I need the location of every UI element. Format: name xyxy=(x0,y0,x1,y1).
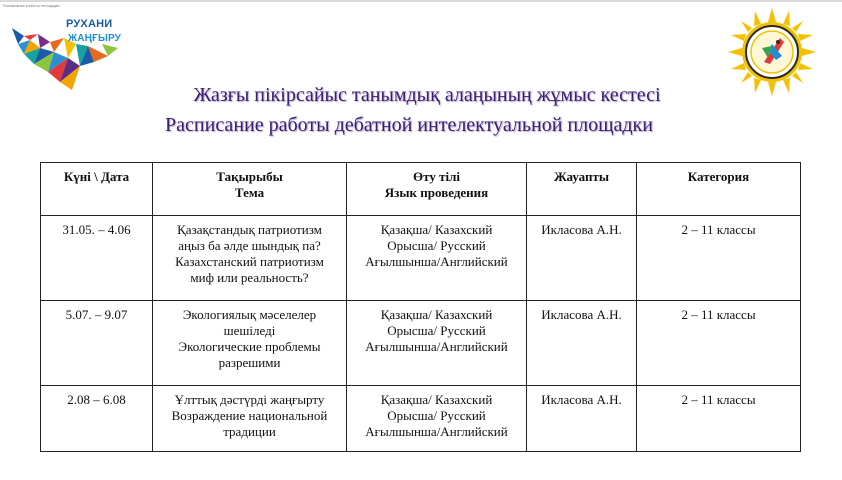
cell-language: Қазақша/ Казахский Орысша/ Русский Ағылшынша/Английский xyxy=(347,385,527,451)
header-date: Күні \ Дата xyxy=(41,163,153,216)
cell-language: Қазақша/ Казахский Орысша/ Русский Ағылшынша/Английский xyxy=(347,300,527,385)
cell-topic: Экологиялық мәселелер шешіледі Экологические проблемы разрешими xyxy=(153,300,347,385)
sun-emblem-logo xyxy=(728,8,816,96)
cell-category: 2 – 11 классы xyxy=(637,216,801,301)
cell-date: 31.05. – 4.06 xyxy=(41,216,153,301)
cell-date: 2.08 – 6.08 xyxy=(41,385,153,451)
brand-line-1: РУХАНИ xyxy=(66,18,113,30)
title-kazakh: Жазғы пікірсайыс танымдық алаңының жұмыс кестесі xyxy=(193,84,661,106)
cell-responsible: Икласова А.Н. xyxy=(527,216,637,301)
cell-topic: Қазақстандық патриотизм аңыз ба әлде шындық па? Казахстанский патриотизм миф или реальность? xyxy=(153,216,347,301)
table-header-row xyxy=(41,163,801,216)
top-border-line xyxy=(0,0,842,2)
header-language: Өту тілі Язык проведения xyxy=(347,163,527,216)
table-row xyxy=(41,216,801,301)
cell-responsible: Икласова А.Н. xyxy=(527,300,637,385)
cell-topic: Ұлттық дәстүрді жаңғырту Возраждение национальной традиции xyxy=(153,385,347,451)
table-row xyxy=(41,385,801,451)
cell-responsible: Икласова А.Н. xyxy=(527,385,637,451)
header-responsible: Жауапты xyxy=(527,163,637,216)
rukhani-zhangyru-logo xyxy=(10,14,130,92)
window-caption: Расписание работы площадки xyxy=(3,3,60,8)
cell-date: 5.07. – 9.07 xyxy=(41,300,153,385)
header-category: Категория xyxy=(637,163,801,216)
header-topic: Тақырыбы Тема xyxy=(153,163,347,216)
brand-line-2: ЖАҢҒЫРУ xyxy=(68,33,122,44)
title-russian: Расписание работы дебатной интелектуальной площадки xyxy=(165,114,653,136)
cell-category: 2 – 11 классы xyxy=(637,385,801,451)
cell-language: Қазақша/ Казахский Орысша/ Русский Ағылшынша/Английский xyxy=(347,216,527,301)
sun-emblem-icon xyxy=(728,8,816,96)
cell-category: 2 – 11 классы xyxy=(637,300,801,385)
schedule-table xyxy=(40,162,801,452)
table-row xyxy=(41,300,801,385)
